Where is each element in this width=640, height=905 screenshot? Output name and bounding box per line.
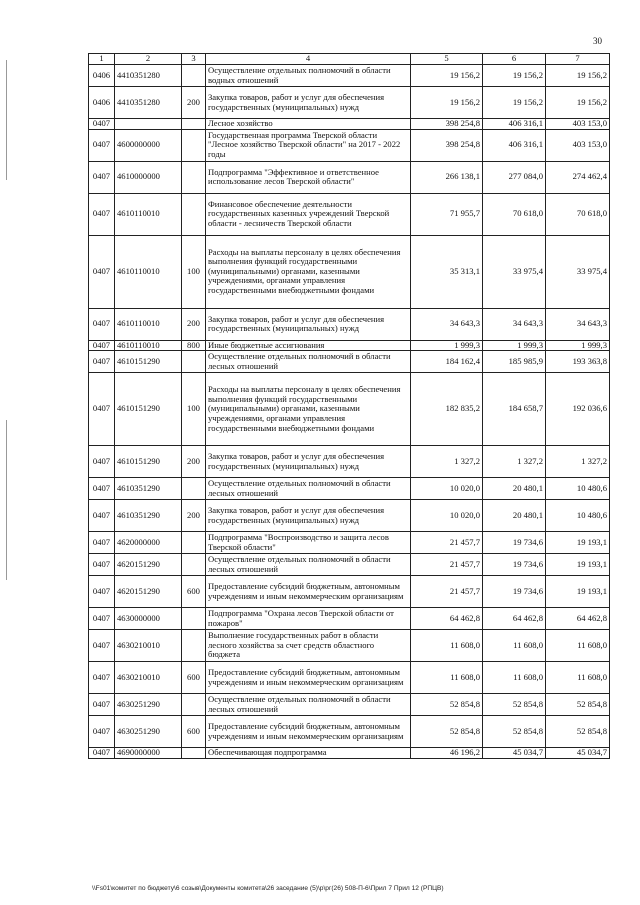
amount-col7-cell: 19 156,2 bbox=[546, 87, 610, 119]
section-code-cell: 0407 bbox=[89, 608, 115, 630]
section-code-cell: 0407 bbox=[89, 446, 115, 478]
scan-edge-mark bbox=[6, 60, 7, 180]
amount-col5-cell: 52 854,8 bbox=[411, 716, 483, 748]
amount-col7-cell: 19 193,1 bbox=[546, 576, 610, 608]
amount-col5-cell: 35 313,1 bbox=[411, 235, 483, 308]
expense-type-cell: 200 bbox=[182, 500, 206, 532]
target-article-cell: 4610110010 bbox=[115, 235, 182, 308]
amount-col6-cell: 64 462,8 bbox=[483, 608, 546, 630]
target-article-cell: 4410351280 bbox=[115, 65, 182, 87]
amount-col6-cell: 33 975,4 bbox=[483, 235, 546, 308]
amount-col7-cell: 11 608,0 bbox=[546, 662, 610, 694]
amount-col7-cell: 1 327,2 bbox=[546, 446, 610, 478]
expense-type-cell bbox=[182, 193, 206, 235]
expense-type-cell: 100 bbox=[182, 235, 206, 308]
table-row bbox=[89, 193, 610, 235]
item-name-cell: Осуществление отдельных полномочий в области лесных отношений bbox=[206, 351, 411, 373]
table-row bbox=[89, 161, 610, 193]
column-header: 1 bbox=[89, 54, 115, 65]
section-code-cell: 0407 bbox=[89, 193, 115, 235]
item-name-cell: Осуществление отдельных полномочий в области лесных отношений bbox=[206, 554, 411, 576]
expense-type-cell bbox=[182, 630, 206, 662]
column-header: 6 bbox=[483, 54, 546, 65]
section-code-cell: 0407 bbox=[89, 161, 115, 193]
item-name-cell: Предоставление субсидий бюджетным, автономным учреждениям и иным некоммерческим организациям bbox=[206, 576, 411, 608]
amount-col7-cell: 192 036,6 bbox=[546, 373, 610, 446]
amount-col5-cell: 19 156,2 bbox=[411, 65, 483, 87]
amount-col7-cell: 52 854,8 bbox=[546, 716, 610, 748]
item-name-cell: Расходы на выплаты персоналу в целях обеспечения выполнения функций государственными (муниципальными) органами, казенными учреждениями, органами управления государственными внебюджетными фондами bbox=[206, 235, 411, 308]
amount-col5-cell: 21 457,7 bbox=[411, 554, 483, 576]
amount-col5-cell: 64 462,8 bbox=[411, 608, 483, 630]
item-name-cell: Закупка товаров, работ и услуг для обеспечения государственных (муниципальных) нужд bbox=[206, 500, 411, 532]
scan-edge-mark bbox=[6, 420, 7, 580]
amount-col6-cell: 1 999,3 bbox=[483, 340, 546, 351]
target-article-cell: 4620151290 bbox=[115, 554, 182, 576]
expense-type-cell: 600 bbox=[182, 716, 206, 748]
amount-col6-cell: 277 084,0 bbox=[483, 161, 546, 193]
item-name-cell: Финансовое обеспечение деятельности государственных казенных учреждений Тверской области - лесничеств Тверской области bbox=[206, 193, 411, 235]
section-code-cell: 0407 bbox=[89, 478, 115, 500]
amount-col5-cell: 398 254,8 bbox=[411, 119, 483, 130]
target-article-cell: 4410351280 bbox=[115, 87, 182, 119]
amount-col5-cell: 46 196,2 bbox=[411, 748, 483, 759]
table-row bbox=[89, 129, 610, 161]
target-article-cell: 4610110010 bbox=[115, 193, 182, 235]
amount-col5-cell: 266 138,1 bbox=[411, 161, 483, 193]
table-row bbox=[89, 373, 610, 446]
table-row bbox=[89, 662, 610, 694]
item-name-cell: Осуществление отдельных полномочий в области лесных отношений bbox=[206, 478, 411, 500]
item-name-cell: Государственная программа Тверской области "Лесное хозяйство Тверской области" на 2017 - 2022 годы bbox=[206, 129, 411, 161]
table-row bbox=[89, 351, 610, 373]
section-code-cell: 0406 bbox=[89, 65, 115, 87]
expense-type-cell bbox=[182, 478, 206, 500]
item-name-cell: Обеспечивающая подпрограмма bbox=[206, 748, 411, 759]
item-name-cell: Лесное хозяйство bbox=[206, 119, 411, 130]
amount-col7-cell: 10 480,6 bbox=[546, 478, 610, 500]
amount-col6-cell: 185 985,9 bbox=[483, 351, 546, 373]
amount-col6-cell: 19 734,6 bbox=[483, 576, 546, 608]
expense-type-cell bbox=[182, 129, 206, 161]
table-row bbox=[89, 500, 610, 532]
column-header: 2 bbox=[115, 54, 182, 65]
table-row bbox=[89, 630, 610, 662]
target-article-cell: 4630210010 bbox=[115, 630, 182, 662]
expense-type-cell: 600 bbox=[182, 662, 206, 694]
section-code-cell: 0407 bbox=[89, 532, 115, 554]
section-code-cell: 0407 bbox=[89, 129, 115, 161]
item-name-cell: Осуществление отдельных полномочий в области водных отношений bbox=[206, 65, 411, 87]
expense-type-cell bbox=[182, 608, 206, 630]
expense-type-cell: 800 bbox=[182, 340, 206, 351]
amount-col6-cell: 11 608,0 bbox=[483, 630, 546, 662]
table-body bbox=[89, 65, 610, 759]
target-article-cell: 4610151290 bbox=[115, 446, 182, 478]
table-row bbox=[89, 716, 610, 748]
table-row bbox=[89, 119, 610, 130]
amount-col5-cell: 11 608,0 bbox=[411, 630, 483, 662]
expense-type-cell bbox=[182, 65, 206, 87]
section-code-cell: 0407 bbox=[89, 662, 115, 694]
item-name-cell: Подпрограмма "Охрана лесов Тверской области от пожаров" bbox=[206, 608, 411, 630]
column-header: 5 bbox=[411, 54, 483, 65]
section-code-cell: 0406 bbox=[89, 87, 115, 119]
expense-type-cell bbox=[182, 694, 206, 716]
expense-type-cell bbox=[182, 161, 206, 193]
amount-col6-cell: 70 618,0 bbox=[483, 193, 546, 235]
amount-col7-cell: 274 462,4 bbox=[546, 161, 610, 193]
amount-col6-cell: 19 734,6 bbox=[483, 532, 546, 554]
item-name-cell: Закупка товаров, работ и услуг для обеспечения государственных (муниципальных) нужд bbox=[206, 446, 411, 478]
amount-col7-cell: 34 643,3 bbox=[546, 308, 610, 340]
table-header-row bbox=[89, 54, 610, 65]
target-article-cell: 4630251290 bbox=[115, 716, 182, 748]
amount-col6-cell: 1 327,2 bbox=[483, 446, 546, 478]
target-article-cell: 4690000000 bbox=[115, 748, 182, 759]
amount-col7-cell: 70 618,0 bbox=[546, 193, 610, 235]
amount-col5-cell: 11 608,0 bbox=[411, 662, 483, 694]
amount-col7-cell: 45 034,7 bbox=[546, 748, 610, 759]
section-code-cell: 0407 bbox=[89, 748, 115, 759]
amount-col5-cell: 1 999,3 bbox=[411, 340, 483, 351]
amount-col6-cell: 184 658,7 bbox=[483, 373, 546, 446]
budget-table bbox=[88, 53, 610, 759]
expense-type-cell bbox=[182, 554, 206, 576]
section-code-cell: 0407 bbox=[89, 340, 115, 351]
amount-col6-cell: 19 156,2 bbox=[483, 87, 546, 119]
expense-type-cell: 200 bbox=[182, 87, 206, 119]
amount-col7-cell: 19 156,2 bbox=[546, 65, 610, 87]
amount-col6-cell: 20 480,1 bbox=[483, 500, 546, 532]
amount-col5-cell: 10 020,0 bbox=[411, 500, 483, 532]
target-article-cell: 4610000000 bbox=[115, 161, 182, 193]
table-row bbox=[89, 478, 610, 500]
amount-col6-cell: 52 854,8 bbox=[483, 694, 546, 716]
section-code-cell: 0407 bbox=[89, 373, 115, 446]
amount-col5-cell: 10 020,0 bbox=[411, 478, 483, 500]
expense-type-cell: 200 bbox=[182, 446, 206, 478]
section-code-cell: 0407 bbox=[89, 119, 115, 130]
item-name-cell: Предоставление субсидий бюджетным, автономным учреждениям и иным некоммерческим организациям bbox=[206, 662, 411, 694]
table-row bbox=[89, 446, 610, 478]
target-article-cell: 4600000000 bbox=[115, 129, 182, 161]
section-code-cell: 0407 bbox=[89, 351, 115, 373]
target-article-cell: 4620151290 bbox=[115, 576, 182, 608]
expense-type-cell: 600 bbox=[182, 576, 206, 608]
item-name-cell: Подпрограмма "Воспроизводство и защита лесов Тверской области" bbox=[206, 532, 411, 554]
amount-col6-cell: 406 316,1 bbox=[483, 129, 546, 161]
amount-col7-cell: 52 854,8 bbox=[546, 694, 610, 716]
amount-col6-cell: 19 156,2 bbox=[483, 65, 546, 87]
table-row bbox=[89, 235, 610, 308]
amount-col5-cell: 19 156,2 bbox=[411, 87, 483, 119]
column-header: 3 bbox=[182, 54, 206, 65]
amount-col5-cell: 71 955,7 bbox=[411, 193, 483, 235]
amount-col7-cell: 19 193,1 bbox=[546, 554, 610, 576]
section-code-cell: 0407 bbox=[89, 554, 115, 576]
target-article-cell: 4610151290 bbox=[115, 351, 182, 373]
section-code-cell: 0407 bbox=[89, 235, 115, 308]
amount-col7-cell: 33 975,4 bbox=[546, 235, 610, 308]
item-name-cell: Выполнение государственных работ в области лесного хозяйства за счет средств областного бюджета bbox=[206, 630, 411, 662]
table-row bbox=[89, 694, 610, 716]
amount-col7-cell: 19 193,1 bbox=[546, 532, 610, 554]
amount-col5-cell: 184 162,4 bbox=[411, 351, 483, 373]
page-number: 30 bbox=[593, 36, 602, 46]
expense-type-cell bbox=[182, 532, 206, 554]
target-article-cell bbox=[115, 119, 182, 130]
target-article-cell: 4610351290 bbox=[115, 500, 182, 532]
target-article-cell: 4610151290 bbox=[115, 373, 182, 446]
section-code-cell: 0407 bbox=[89, 630, 115, 662]
amount-col7-cell: 64 462,8 bbox=[546, 608, 610, 630]
amount-col5-cell: 21 457,7 bbox=[411, 576, 483, 608]
table-row bbox=[89, 576, 610, 608]
expense-type-cell bbox=[182, 351, 206, 373]
amount-col7-cell: 11 608,0 bbox=[546, 630, 610, 662]
section-code-cell: 0407 bbox=[89, 694, 115, 716]
item-name-cell: Подпрограмма "Эффективное и ответственное использование лесов Тверской области" bbox=[206, 161, 411, 193]
table-row bbox=[89, 748, 610, 759]
amount-col6-cell: 11 608,0 bbox=[483, 662, 546, 694]
section-code-cell: 0407 bbox=[89, 576, 115, 608]
target-article-cell: 4610110010 bbox=[115, 340, 182, 351]
table-row bbox=[89, 340, 610, 351]
amount-col7-cell: 193 363,8 bbox=[546, 351, 610, 373]
table-row bbox=[89, 554, 610, 576]
section-code-cell: 0407 bbox=[89, 308, 115, 340]
item-name-cell: Закупка товаров, работ и услуг для обеспечения государственных (муниципальных) нужд bbox=[206, 87, 411, 119]
column-header: 4 bbox=[206, 54, 411, 65]
amount-col7-cell: 1 999,3 bbox=[546, 340, 610, 351]
amount-col7-cell: 403 153,0 bbox=[546, 119, 610, 130]
expense-type-cell bbox=[182, 748, 206, 759]
amount-col6-cell: 52 854,8 bbox=[483, 716, 546, 748]
target-article-cell: 4620000000 bbox=[115, 532, 182, 554]
target-article-cell: 4630251290 bbox=[115, 694, 182, 716]
table-row bbox=[89, 308, 610, 340]
amount-col7-cell: 403 153,0 bbox=[546, 129, 610, 161]
table-row bbox=[89, 532, 610, 554]
expense-type-cell: 200 bbox=[182, 308, 206, 340]
amount-col7-cell: 10 480,6 bbox=[546, 500, 610, 532]
amount-col5-cell: 182 835,2 bbox=[411, 373, 483, 446]
amount-col6-cell: 19 734,6 bbox=[483, 554, 546, 576]
amount-col6-cell: 45 034,7 bbox=[483, 748, 546, 759]
amount-col5-cell: 52 854,8 bbox=[411, 694, 483, 716]
target-article-cell: 4630210010 bbox=[115, 662, 182, 694]
amount-col6-cell: 20 480,1 bbox=[483, 478, 546, 500]
amount-col5-cell: 34 643,3 bbox=[411, 308, 483, 340]
section-code-cell: 0407 bbox=[89, 500, 115, 532]
amount-col6-cell: 34 643,3 bbox=[483, 308, 546, 340]
item-name-cell: Осуществление отдельных полномочий в области лесных отношений bbox=[206, 694, 411, 716]
expense-type-cell: 100 bbox=[182, 373, 206, 446]
section-code-cell: 0407 bbox=[89, 716, 115, 748]
table-row bbox=[89, 608, 610, 630]
item-name-cell: Предоставление субсидий бюджетным, автономным учреждениям и иным некоммерческим организациям bbox=[206, 716, 411, 748]
amount-col5-cell: 398 254,8 bbox=[411, 129, 483, 161]
item-name-cell: Расходы на выплаты персоналу в целях обеспечения выполнения функций государственными (муниципальными) органами, казенными учреждениями, органами управления государственными внебюджетными фондами bbox=[206, 373, 411, 446]
column-header: 7 bbox=[546, 54, 610, 65]
table-row bbox=[89, 87, 610, 119]
amount-col5-cell: 21 457,7 bbox=[411, 532, 483, 554]
target-article-cell: 4630000000 bbox=[115, 608, 182, 630]
item-name-cell: Закупка товаров, работ и услуг для обеспечения государственных (муниципальных) нужд bbox=[206, 308, 411, 340]
table-row bbox=[89, 65, 610, 87]
target-article-cell: 4610110010 bbox=[115, 308, 182, 340]
amount-col6-cell: 406 316,1 bbox=[483, 119, 546, 130]
expense-type-cell bbox=[182, 119, 206, 130]
amount-col5-cell: 1 327,2 bbox=[411, 446, 483, 478]
file-path-footer: \\Fs01\комитет по бюджету\6 созыв\Документы комитета\26 заседание (5)\р\рг(26) 508-П-6\Прил 7 Прил 12 (РПЦВ) bbox=[92, 885, 444, 892]
item-name-cell: Иные бюджетные ассигнования bbox=[206, 340, 411, 351]
target-article-cell: 4610351290 bbox=[115, 478, 182, 500]
